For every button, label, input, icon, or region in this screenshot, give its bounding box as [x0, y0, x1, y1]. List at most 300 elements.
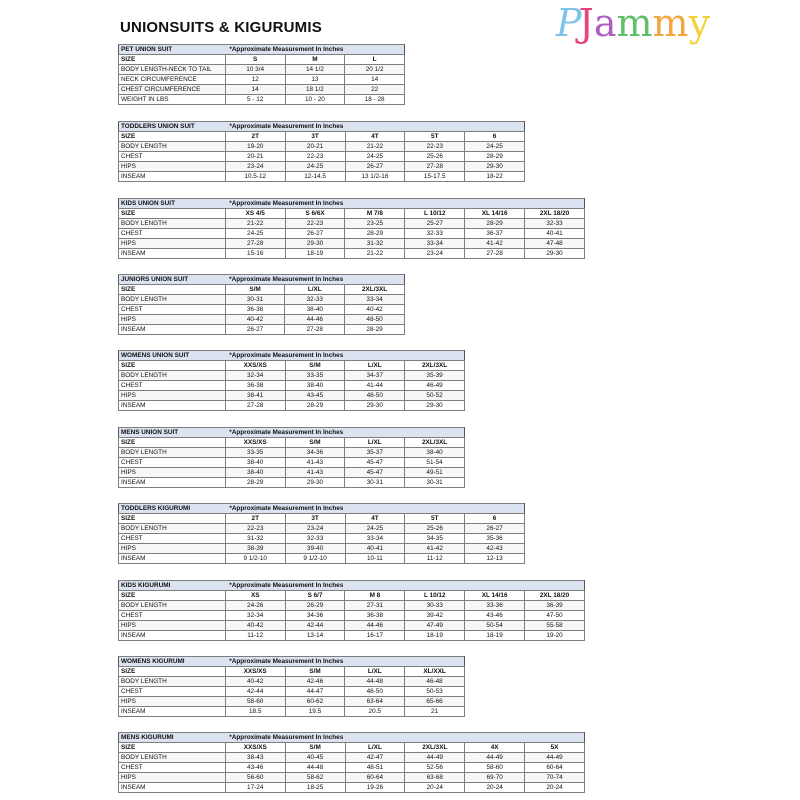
measurement-value: 11-12: [405, 554, 465, 564]
measurement-value: 44-49: [405, 753, 465, 763]
table-title: TODDLERS KIGURUMI: [119, 504, 226, 514]
table-title: MENS UNION SUIT: [119, 428, 226, 438]
measurement-value: 18 - 28: [345, 95, 405, 105]
size-column-header: 3T: [285, 514, 345, 524]
measurement-label: INSEAM: [119, 401, 226, 411]
table-row: [119, 554, 525, 564]
measurement-value: 58-60: [465, 763, 525, 773]
measurement-value: 48-50: [345, 315, 405, 325]
table-row: [119, 65, 405, 75]
table-header-row: [119, 743, 585, 753]
size-column-header: 4T: [345, 132, 405, 142]
size-column-header: 5T: [405, 132, 465, 142]
size-column-header: 6: [465, 514, 525, 524]
measurement-value: 32-34: [225, 371, 285, 381]
measurement-value: 9 1/2-10: [285, 554, 345, 564]
logo-letter: m: [616, 1, 653, 45]
measurement-value: 14 1/2: [285, 65, 345, 75]
measurement-value: 32-33: [285, 534, 345, 544]
measurement-label: HIPS: [119, 162, 226, 172]
size-column-header: 6: [465, 132, 525, 142]
size-column-header: L/XL: [345, 361, 405, 371]
table-row: [119, 219, 585, 229]
measurement-value: 20-24: [405, 783, 465, 793]
size-column-header: S/M: [285, 361, 345, 371]
measurement-label: BODY LENGTH: [119, 219, 226, 229]
measurement-label: INSEAM: [119, 325, 226, 335]
table-header-row: [119, 667, 465, 677]
measurement-value: 50-52: [405, 391, 465, 401]
measurement-value: 48-51: [345, 763, 405, 773]
measurement-value: 18-19: [465, 631, 525, 641]
size-header: SIZE: [119, 132, 226, 142]
measurement-value: 38-41: [225, 391, 285, 401]
logo-letter: P: [556, 1, 582, 45]
measurement-value: 19-20: [525, 631, 585, 641]
measurement-note: *Approximate Measurement In Inches: [225, 351, 464, 361]
size-column-header: 5X: [525, 743, 585, 753]
measurement-value: 18.5: [225, 707, 285, 717]
measurement-value: 52-56: [405, 763, 465, 773]
measurement-value: 43-45: [285, 391, 345, 401]
table-row: [119, 753, 585, 763]
measurement-label: BODY LENGTH: [119, 601, 226, 611]
table-title-row: [119, 122, 525, 132]
size-column-header: 2T: [225, 132, 285, 142]
table-row: [119, 229, 585, 239]
table-header-row: [119, 209, 585, 219]
measurement-value: 39-42: [405, 611, 465, 621]
measurement-value: 11-12: [225, 631, 285, 641]
measurement-value: 36-38: [225, 305, 285, 315]
table-title-row: [119, 275, 405, 285]
measurement-value: 47-50: [525, 611, 585, 621]
size-column-header: XXS/XS: [225, 667, 285, 677]
measurement-value: 44-46: [285, 315, 345, 325]
measurement-label: HIPS: [119, 621, 226, 631]
measurement-value: 28-29: [285, 401, 345, 411]
measurement-value: 48-50: [345, 391, 405, 401]
size-header: SIZE: [119, 667, 226, 677]
measurement-value: 44-49: [525, 753, 585, 763]
table-row: [119, 763, 585, 773]
measurement-value: 51-54: [405, 458, 465, 468]
measurement-value: 28-29: [465, 152, 525, 162]
table-row: [119, 601, 585, 611]
size-column-header: XXS/XS: [225, 438, 285, 448]
table-row: [119, 315, 405, 325]
measurement-value: 25-27: [405, 219, 465, 229]
measurement-value: 40-42: [225, 315, 285, 325]
size-column-header: S/M: [285, 743, 345, 753]
measurement-value: 58-62: [285, 773, 345, 783]
table-title-row: [119, 657, 465, 667]
measurement-label: CHEST: [119, 229, 226, 239]
measurement-value: 19-20: [225, 142, 285, 152]
table-title: TODDLERS UNION SUIT: [119, 122, 226, 132]
measurement-value: 40-42: [345, 305, 405, 315]
table-row: [119, 458, 465, 468]
pet-union-suit-table: [118, 44, 405, 105]
table-row: [119, 142, 525, 152]
table-row: [119, 305, 405, 315]
measurement-value: 19-26: [345, 783, 405, 793]
measurement-value: 29-30: [345, 401, 405, 411]
measurement-label: WEIGHT IN LBS: [119, 95, 226, 105]
measurement-value: 44-48: [345, 677, 405, 687]
size-column-header: 2XL/3XL: [405, 438, 465, 448]
measurement-value: 50-53: [405, 687, 465, 697]
measurement-value: 12-14.5: [285, 172, 345, 182]
measurement-label: CHEST: [119, 534, 226, 544]
measurement-value: 33-35: [285, 371, 345, 381]
size-column-header: M: [285, 55, 345, 65]
measurement-label: NECK CIRCUMFERENCE: [119, 75, 226, 85]
measurement-value: 20-24: [525, 783, 585, 793]
table-title-row: [119, 504, 525, 514]
measurement-value: 50-54: [465, 621, 525, 631]
measurement-value: 44-46: [345, 621, 405, 631]
measurement-value: 42-44: [285, 621, 345, 631]
size-column-header: L/XL: [345, 667, 405, 677]
measurement-value: 56-60: [225, 773, 285, 783]
measurement-value: 10-11: [345, 554, 405, 564]
measurement-value: 45-47: [345, 458, 405, 468]
measurement-value: 38-43: [225, 753, 285, 763]
size-column-header: S 6/7: [285, 591, 345, 601]
measurement-label: CHEST: [119, 458, 226, 468]
size-column-header: 4T: [345, 514, 405, 524]
measurement-value: 48-50: [345, 687, 405, 697]
table-row: [119, 162, 525, 172]
table-title-row: [119, 199, 585, 209]
measurement-value: 26-27: [225, 325, 285, 335]
measurement-value: 17-24: [225, 783, 285, 793]
measurement-label: INSEAM: [119, 249, 226, 259]
measurement-value: 24-25: [345, 524, 405, 534]
size-column-header: L/XL: [285, 285, 345, 295]
measurement-value: 27-28: [405, 162, 465, 172]
measurement-value: 38-40: [285, 381, 345, 391]
measurement-value: 47-48: [525, 239, 585, 249]
measurement-value: 34-37: [345, 371, 405, 381]
measurement-label: HIPS: [119, 773, 226, 783]
measurement-value: 60-64: [345, 773, 405, 783]
measurement-value: 5 - 12: [225, 95, 285, 105]
measurement-value: 23-24: [405, 249, 465, 259]
table-title-row: [119, 581, 585, 591]
size-column-header: S: [225, 55, 285, 65]
measurement-value: 42-47: [345, 753, 405, 763]
measurement-label: INSEAM: [119, 631, 226, 641]
table-row: [119, 239, 585, 249]
table-title: MENS KIGURUMI: [119, 733, 226, 743]
measurement-value: 44-49: [465, 753, 525, 763]
measurement-value: 10 - 20: [285, 95, 345, 105]
size-column-header: XXS/XS: [225, 361, 285, 371]
measurement-note: *Approximate Measurement In Inches: [225, 657, 464, 667]
measurement-value: 70-74: [525, 773, 585, 783]
measurement-value: 40-42: [225, 621, 285, 631]
measurement-value: 34-36: [285, 448, 345, 458]
measurement-value: 63-64: [345, 697, 405, 707]
size-header: SIZE: [119, 285, 226, 295]
table-header-row: [119, 132, 525, 142]
size-column-header: XL/XXL: [405, 667, 465, 677]
measurement-value: 26-27: [285, 229, 345, 239]
measurement-value: 28-29: [465, 219, 525, 229]
pjammy-logo: [556, 1, 711, 45]
measurement-value: 44-48: [285, 763, 345, 773]
measurement-value: 28-29: [345, 325, 405, 335]
measurement-value: 38-40: [405, 448, 465, 458]
measurement-value: 24-25: [285, 162, 345, 172]
measurement-value: 27-31: [345, 601, 405, 611]
measurement-label: INSEAM: [119, 783, 226, 793]
table-row: [119, 325, 405, 335]
measurement-value: 20-21: [225, 152, 285, 162]
measurement-value: 24-26: [225, 601, 285, 611]
measurement-value: 60-62: [285, 697, 345, 707]
size-header: SIZE: [119, 514, 226, 524]
measurement-label: INSEAM: [119, 172, 226, 182]
measurement-label: BODY LENGTH: [119, 295, 226, 305]
measurement-value: 36-39: [525, 601, 585, 611]
womens-kigurumi-table: [118, 656, 465, 717]
measurement-value: 41-42: [465, 239, 525, 249]
measurement-label: HIPS: [119, 468, 226, 478]
measurement-note: *Approximate Measurement In Inches: [225, 733, 584, 743]
table-row: [119, 697, 465, 707]
measurement-value: 33-34: [345, 295, 405, 305]
measurement-value: 33-34: [345, 534, 405, 544]
measurement-value: 47-49: [405, 621, 465, 631]
measurement-value: 36-37: [465, 229, 525, 239]
measurement-note: *Approximate Measurement In Inches: [225, 122, 524, 132]
measurement-label: CHEST: [119, 381, 226, 391]
measurement-value: 29-30: [285, 239, 345, 249]
measurement-value: 38-40: [225, 458, 285, 468]
mens-union-suit-table: [118, 427, 465, 488]
measurement-value: 38-40: [225, 468, 285, 478]
measurement-value: 15-17.5: [405, 172, 465, 182]
table-row: [119, 478, 465, 488]
measurement-value: 28-29: [345, 229, 405, 239]
measurement-value: 31-32: [225, 534, 285, 544]
measurement-note: *Approximate Measurement In Inches: [225, 45, 404, 55]
table-title-row: [119, 733, 585, 743]
measurement-value: 25-26: [405, 524, 465, 534]
measurement-value: 20-24: [465, 783, 525, 793]
measurement-value: 18-19: [405, 631, 465, 641]
measurement-value: 14: [225, 85, 285, 95]
size-column-header: 2XL 18/20: [525, 209, 585, 219]
size-column-header: S/M: [285, 438, 345, 448]
measurement-value: 30-31: [345, 478, 405, 488]
measurement-value: 36-38: [225, 381, 285, 391]
measurement-note: *Approximate Measurement In Inches: [225, 504, 524, 514]
measurement-value: 13: [285, 75, 345, 85]
measurement-value: 32-33: [285, 295, 345, 305]
table-row: [119, 401, 465, 411]
size-column-header: L: [345, 55, 405, 65]
measurement-value: 33-36: [465, 601, 525, 611]
table-header-row: [119, 514, 525, 524]
size-header: SIZE: [119, 361, 226, 371]
measurement-value: 24-25: [345, 152, 405, 162]
measurement-value: 46-48: [405, 677, 465, 687]
measurement-label: CHEST: [119, 305, 226, 315]
measurement-value: 40-41: [345, 544, 405, 554]
table-row: [119, 621, 585, 631]
measurement-value: 40-42: [225, 677, 285, 687]
size-column-header: 2XL/3XL: [405, 361, 465, 371]
measurement-label: BODY LENGTH: [119, 371, 226, 381]
measurement-value: 22: [345, 85, 405, 95]
measurement-label: BODY LENGTH: [119, 753, 226, 763]
table-row: [119, 371, 465, 381]
measurement-label: BODY LENGTH: [119, 524, 226, 534]
measurement-value: 22-23: [285, 219, 345, 229]
table-row: [119, 295, 405, 305]
measurement-value: 30-31: [225, 295, 285, 305]
toddlers-union-suit-table: [118, 121, 525, 182]
measurement-value: 42-46: [285, 677, 345, 687]
table-row: [119, 391, 465, 401]
measurement-value: 33-34: [405, 239, 465, 249]
measurement-value: 34-36: [285, 611, 345, 621]
measurement-value: 49-51: [405, 468, 465, 478]
measurement-value: 29-30: [465, 162, 525, 172]
measurement-label: HIPS: [119, 544, 226, 554]
measurement-value: 40-41: [525, 229, 585, 239]
size-column-header: S/M: [225, 285, 285, 295]
page-title: UNIONSUITS & KIGURUMIS: [120, 19, 322, 36]
table-title: KIDS KIGURUMI: [119, 581, 226, 591]
table-title: JUNIORS UNION SUIT: [119, 275, 226, 285]
measurement-note: *Approximate Measurement In Inches: [225, 199, 584, 209]
measurement-label: HIPS: [119, 239, 226, 249]
measurement-value: 26-29: [285, 601, 345, 611]
measurement-value: 25-26: [405, 152, 465, 162]
size-header: SIZE: [119, 591, 226, 601]
logo-letter: y: [688, 1, 711, 45]
measurement-value: 18-22: [465, 172, 525, 182]
table-header-row: [119, 55, 405, 65]
measurement-value: 42-43: [465, 544, 525, 554]
measurement-value: 21-22: [225, 219, 285, 229]
measurement-value: 18-19: [285, 249, 345, 259]
measurement-value: 46-49: [405, 381, 465, 391]
measurement-label: CHEST CIRCUMFERENCE: [119, 85, 226, 95]
measurement-value: 13 1/2-16: [345, 172, 405, 182]
measurement-value: 33-35: [225, 448, 285, 458]
measurement-value: 27-28: [285, 325, 345, 335]
table-row: [119, 152, 525, 162]
measurement-label: HIPS: [119, 315, 226, 325]
size-header: SIZE: [119, 743, 226, 753]
measurement-value: 36-38: [345, 611, 405, 621]
measurement-value: 20.5: [345, 707, 405, 717]
measurement-value: 44-47: [285, 687, 345, 697]
size-column-header: L/XL: [345, 743, 405, 753]
size-column-header: L 10/12: [405, 209, 465, 219]
table-row: [119, 448, 465, 458]
measurement-value: 26-27: [345, 162, 405, 172]
table-row: [119, 468, 465, 478]
measurement-value: 9 1/2-10: [225, 554, 285, 564]
table-row: [119, 85, 405, 95]
size-column-header: XL 14/16: [465, 591, 525, 601]
measurement-value: 63-68: [405, 773, 465, 783]
measurement-label: BODY LENGTH: [119, 448, 226, 458]
size-column-header: 3T: [285, 132, 345, 142]
table-row: [119, 677, 465, 687]
measurement-value: 21-22: [345, 249, 405, 259]
table-header-row: [119, 591, 585, 601]
measurement-label: INSEAM: [119, 478, 226, 488]
table-title: PET UNION SUIT: [119, 45, 226, 55]
table-row: [119, 544, 525, 554]
size-column-header: L 10/12: [405, 591, 465, 601]
measurement-value: 24-25: [225, 229, 285, 239]
size-header: SIZE: [119, 438, 226, 448]
measurement-value: 58-60: [225, 697, 285, 707]
measurement-value: 35-39: [405, 371, 465, 381]
table-header-row: [119, 361, 465, 371]
table-row: [119, 249, 585, 259]
measurement-value: 40-45: [285, 753, 345, 763]
measurement-value: 24-25: [465, 142, 525, 152]
measurement-value: 35-37: [345, 448, 405, 458]
measurement-value: 30-33: [405, 601, 465, 611]
table-row: [119, 687, 465, 697]
measurement-value: 28-29: [225, 478, 285, 488]
measurement-value: 60-64: [525, 763, 585, 773]
size-column-header: 2XL/3XL: [405, 743, 465, 753]
measurement-value: 38-40: [285, 305, 345, 315]
size-column-header: XL 14/16: [465, 209, 525, 219]
table-title: WOMENS UNION SUIT: [119, 351, 226, 361]
measurement-value: 18 1/2: [285, 85, 345, 95]
size-column-header: XS: [225, 591, 285, 601]
logo-letter: J: [578, 1, 594, 45]
measurement-value: 15-16: [225, 249, 285, 259]
measurement-label: HIPS: [119, 391, 226, 401]
measurement-value: 38-39: [225, 544, 285, 554]
table-row: [119, 631, 585, 641]
measurement-value: 14: [345, 75, 405, 85]
measurement-value: 22-23: [405, 142, 465, 152]
measurement-value: 32-33: [525, 219, 585, 229]
table-title: KIDS UNION SUIT: [119, 199, 226, 209]
measurement-value: 22-23: [225, 524, 285, 534]
table-row: [119, 172, 525, 182]
measurement-value: 41-43: [285, 458, 345, 468]
size-column-header: M 7/8: [345, 209, 405, 219]
size-column-header: S 6/6X: [285, 209, 345, 219]
measurement-value: 55-58: [525, 621, 585, 631]
table-row: [119, 783, 585, 793]
measurement-value: 34-35: [405, 534, 465, 544]
measurement-label: BODY LENGTH: [119, 677, 226, 687]
table-title-row: [119, 45, 405, 55]
womens-union-suit-table: [118, 350, 465, 411]
measurement-value: 69-70: [465, 773, 525, 783]
size-column-header: 4X: [465, 743, 525, 753]
measurement-value: 65-66: [405, 697, 465, 707]
measurement-note: *Approximate Measurement In Inches: [225, 275, 404, 285]
